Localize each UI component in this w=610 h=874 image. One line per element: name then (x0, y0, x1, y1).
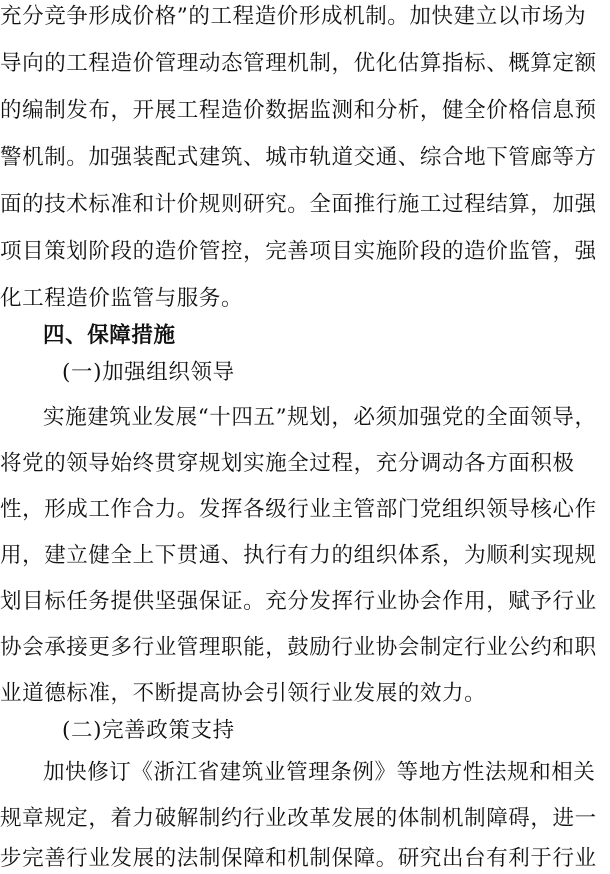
text-line: 充分竞争形成价格”的工程造价形成机制。加快建立以市场为 (0, 4, 587, 29)
text-line: 化工程造价监管与服务。 (0, 286, 244, 311)
text-line: 划目标任务提供坚强保证。充分发挥行业协会作用，赋予行业 (0, 589, 597, 614)
text-line: 面的技术标准和计价规则研究。全面推行施工过程结算，加强 (0, 192, 597, 217)
text-line: 项目策划阶段的造价管控，完善项目实施阶段的造价监管，强 (0, 239, 597, 264)
subsection-title: (一)加强组织领导 (62, 360, 235, 385)
text-line: 导向的工程造价管理动态管理机制，优化估算指标、概算定额 (0, 51, 597, 76)
text-line: 用，建立健全上下贯通、执行有力的组织体系，为顺利实现规 (0, 543, 597, 568)
text-line: 步完善行业发展的法制保障和机制保障。研究出台有利于行业 (0, 846, 597, 871)
text-line: 的编制发布，开展工程造价数据监测和分析，健全价格信息预 (0, 98, 597, 123)
subsection-title: (二)完善政策支持 (62, 718, 235, 743)
text-line: 协会承接更多行业管理职能，鼓励行业协会制定行业公约和职 (0, 635, 597, 660)
text-line: 警机制。加强装配式建筑、城市轨道交通、综合地下管廊等方 (0, 145, 597, 170)
text-line: 将党的领导始终贯穿规划实施全过程，充分调动各方面积极 (0, 451, 575, 476)
text-line: 实施建筑业发展“十四五”规划，必须加强党的全面领导， (43, 405, 597, 430)
text-line: 加快修订《浙江省建筑业管理条例》等地方性法规和相关 (43, 760, 596, 785)
text-line: 业道德标准，不断提高协会引领行业发展的效力。 (0, 681, 487, 706)
text-line: 规章规定，着力破解制约行业改革发展的体制机制障碍，进一 (0, 806, 597, 831)
section-heading: 四、保障措施 (43, 323, 176, 348)
text-line: 性，形成工作合力。发挥各级行业主管部门党组织领导核心作 (0, 497, 597, 522)
